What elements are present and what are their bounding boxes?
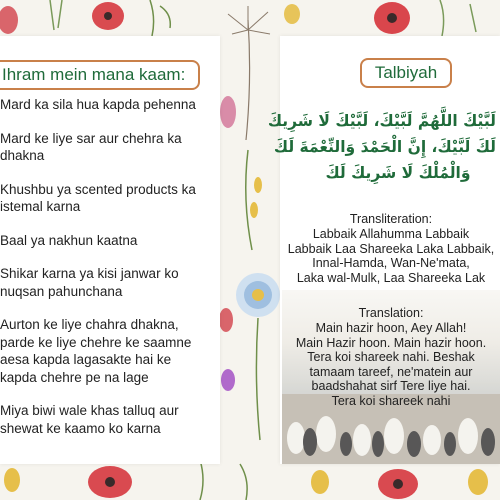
floral-center-decoration bbox=[218, 0, 284, 500]
transliteration-line: Labbaik Laa Shareeka Laka Labbaik, bbox=[287, 241, 495, 256]
ihram-rule-line: Miya biwi wale khas talluq aur bbox=[0, 403, 179, 418]
ihram-rule-line: Mard ke liye sar aur chehra ka bbox=[0, 130, 182, 146]
ihram-rule-item bbox=[0, 96, 212, 114]
translation-line: tamaam tareef, ne'matein aur bbox=[309, 364, 473, 379]
ihram-rule-item bbox=[0, 232, 212, 250]
ihram-rule-line: istemal karna bbox=[0, 199, 81, 214]
ihram-rule-item bbox=[0, 181, 212, 216]
arabic-line: وَالْمُلْكَ لَا شَرِيكَ لَكَ bbox=[325, 164, 471, 182]
talbiyah-title: Talbiyah bbox=[360, 58, 452, 88]
yellow-flower-icon bbox=[284, 4, 300, 24]
ihram-rules-title: Ihram mein mana kaam: bbox=[0, 60, 200, 90]
ihram-rule-line: parde ke liye chehre ke saamne bbox=[0, 334, 192, 350]
transliteration-line: Labbaik Allahumma Labbaik bbox=[312, 227, 470, 241]
ihram-rule-item bbox=[0, 316, 212, 386]
yellow-flower-icon bbox=[311, 470, 329, 494]
arabic-line: لَكَ لَبَّيْكَ، إِنَّ الْحَمْدَ وَالنِّعْمَةَ لَكَ bbox=[273, 138, 496, 156]
ihram-rule-line: kapda chehre pe na lage bbox=[0, 369, 149, 385]
translation-line: Main hazir hoon, Aey Allah! bbox=[315, 321, 467, 335]
ihram-rule-line: Khushbu ya scented products ka bbox=[0, 181, 196, 197]
ihram-rules-list bbox=[0, 96, 212, 453]
ihram-rule-line: aesa kapda lagasakte hai ke bbox=[0, 352, 172, 367]
ihram-rules-card bbox=[0, 36, 220, 464]
ihram-rule-line: Shikar karna ya kisi janwar ko bbox=[0, 266, 179, 281]
ihram-rule-line: Mard ka sila hua kapda pehenna bbox=[0, 97, 196, 112]
dandelion-icon bbox=[228, 6, 270, 34]
ihram-rule-line: Aurton ke liye chahra dhakna, bbox=[0, 317, 179, 332]
translation-line: Tera koi shareek nahi bbox=[331, 393, 451, 408]
arabic-line: لَبَّيْكَ اللَّهُمَّ لَبَّيْكَ، لَبَّيْكَ لَا شَرِيكَ bbox=[267, 112, 496, 130]
translation-line: Tera koi shareek nahi. Beshak bbox=[307, 350, 475, 365]
transliteration-line: Innal-Hamda, Wan-Ne'mata, bbox=[312, 256, 470, 270]
transliteration-line: Laka wal-Mulk, Laa Shareeka Lak bbox=[296, 270, 486, 285]
transliteration-heading: Transliteration: bbox=[349, 212, 433, 226]
ihram-rule-line: Baal ya nakhun kaatna bbox=[0, 232, 138, 248]
ihram-rule-item bbox=[0, 265, 212, 300]
translation-heading: Translation: bbox=[358, 306, 424, 320]
talbiyah-arabic-text bbox=[267, 108, 496, 186]
yellow-flower-icon bbox=[468, 469, 488, 495]
ihram-rule-line: nuqsan pahunchana bbox=[0, 283, 123, 299]
yellow-flower-icon bbox=[4, 468, 20, 492]
translation-text bbox=[282, 321, 500, 409]
daisy-flower-icon bbox=[236, 273, 280, 317]
translation-line: Main Hazir hoon. Main hazir hoon. bbox=[295, 335, 487, 350]
flower-icon bbox=[0, 6, 18, 34]
ihram-rule-item bbox=[0, 130, 212, 165]
translation-line: baadshahat sirf Tere liye hai. bbox=[311, 379, 471, 394]
pink-flower-icon bbox=[220, 96, 236, 128]
ihram-rule-item bbox=[0, 402, 212, 437]
ihram-rule-line: shewat ke kaamo ko karna bbox=[0, 420, 161, 436]
ihram-rule-line: dhakna bbox=[0, 148, 45, 163]
transliteration-text bbox=[282, 227, 500, 285]
